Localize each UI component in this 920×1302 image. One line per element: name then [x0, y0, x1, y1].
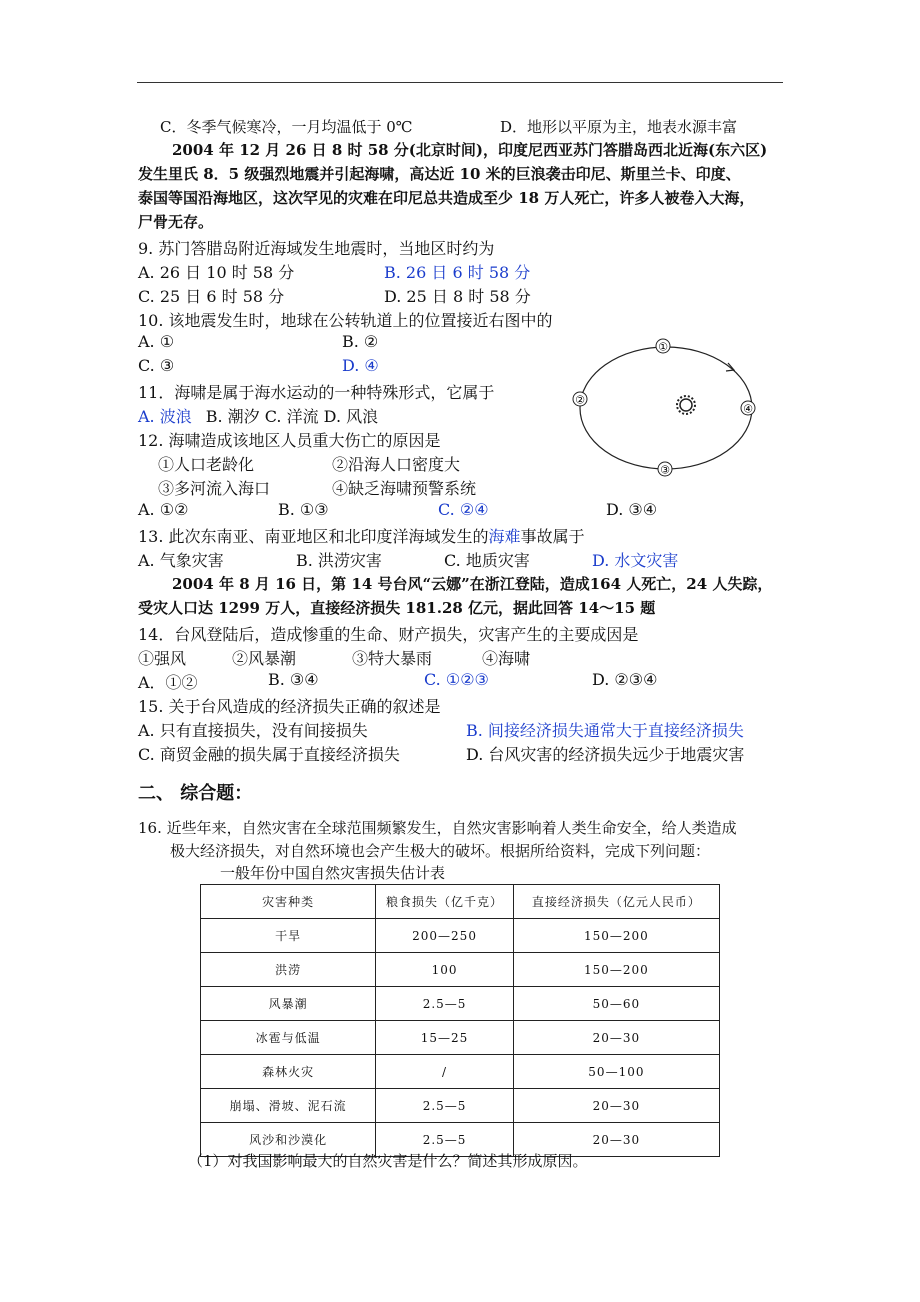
q12-item-3: ③多河流入海口 [158, 479, 271, 498]
q14-option-d: D. ②③④ [592, 670, 658, 689]
earth-orbit-diagram [570, 335, 770, 480]
table-cell: 50—60 [513, 987, 719, 1021]
table-cell: 20—30 [513, 1123, 719, 1157]
table-cell: 2.5—5 [376, 987, 513, 1021]
q13-stem-post: 事故属于 [520, 527, 585, 546]
q10-option-d: D. ④ [342, 356, 379, 375]
q12-option-c: C. ②④ [438, 500, 489, 519]
table-row [201, 1055, 720, 1089]
table-cell: 150—200 [513, 953, 719, 987]
q10-stem: 10. 该地震发生时，地球在公转轨道上的位置接近右图中的 [138, 311, 553, 330]
q16-intro-line: 极大经济损失，对自然环境也会产生极大的破坏。根据所给资料，完成下列问题： [170, 842, 711, 860]
table-cell: 15—25 [376, 1021, 513, 1055]
q14-option-a: A．①② [138, 673, 198, 692]
q9-option-d: D. 25 日 8 时 58 分 [384, 287, 531, 306]
table-cell: 冰雹与低温 [201, 1021, 376, 1055]
svg-text:③: ③ [660, 463, 670, 477]
passage1-line: 2004 年 12 月 26 日 8 时 58 分(北京时间)，印度尼西亚苏门答腊岛西北近海(东六区) [172, 141, 768, 159]
q14-stem: 14．台风登陆后，造成惨重的生命、财产损失，灾害产生的主要成因是 [138, 625, 639, 644]
q13-stem-pre: 13. 此次东南亚、南亚地区和北印度洋海域发生的 [138, 527, 489, 546]
table-header-row [201, 885, 720, 919]
table-cell: 2.5—5 [376, 1123, 513, 1157]
q12-stem: 12. 海啸造成该地区人员重大伤亡的原因是 [138, 431, 441, 450]
q9-option-c: C. 25 日 6 时 58 分 [138, 287, 285, 306]
q12-option-b: B. ①③ [278, 500, 329, 519]
table-row [201, 1021, 720, 1055]
table-cell: 20—30 [513, 1089, 719, 1123]
table-header-cell: 灾害种类 [201, 885, 376, 919]
passage2-line: 2004 年 8 月 16 日，第 14 号台风“云娜”在浙江登陆，造成164 人死亡，24 人失踪， [172, 575, 773, 593]
table-header-cell: 直接经济损失（亿元人民币） [513, 885, 719, 919]
q14-option-b: B. ③④ [268, 670, 319, 689]
q10-option-c: C. ③ [138, 356, 175, 375]
orbit-position-4 [741, 401, 755, 416]
passage1-line: 泰国等国沿海地区，这次罕见的灾难在印尼总共造成至少 18 万人死亡，许多人被卷入大海， [138, 189, 755, 207]
q15-option-a: A. 只有直接损失，没有间接损失 [138, 721, 368, 740]
q15-stem: 15. 关于台风造成的经济损失正确的叙述是 [138, 697, 441, 716]
table-cell: / [376, 1055, 513, 1089]
q16-intro-line: 16. 近些年来，自然灾害在全球范围频繁发生，自然灾害影响着人类生命安全，给人类造成 [138, 819, 737, 837]
q13-option-a: A. 气象灾害 [138, 551, 224, 570]
q15-option-b: B. 间接经济损失通常大于直接经济损失 [466, 721, 744, 740]
q11-option-rest: B. 潮汐 C. 洋流 D. 风浪 [205, 407, 379, 426]
table-cell: 风暴潮 [201, 987, 376, 1021]
disaster-loss-table [200, 884, 720, 1157]
table-cell: 2.5—5 [376, 1089, 513, 1123]
svg-text:①: ① [658, 340, 668, 354]
q9-option-b: B. 26 日 6 时 58 分 [384, 263, 531, 282]
passage1-line: 发生里氏 8．5 级强烈地震并引起海啸，高达近 10 米的巨浪袭击印尼、斯里兰卡、印度、 [138, 165, 741, 183]
q13-stem [138, 524, 585, 547]
svg-text:②: ② [575, 393, 585, 407]
table-cell: 150—200 [513, 919, 719, 953]
q11-options [138, 404, 378, 427]
passage1-line: 尸骨无存。 [138, 213, 214, 231]
table-cell: 干旱 [201, 919, 376, 953]
table-cell: 100 [376, 953, 513, 987]
q14-item-3: ③特大暴雨 [352, 649, 433, 668]
table-cell: 200—250 [376, 919, 513, 953]
svg-text:④: ④ [743, 402, 753, 416]
table-cell: 森林火灾 [201, 1055, 376, 1089]
q12-item-4: ④缺乏海啸预警系统 [332, 479, 477, 498]
q14-item-2: ②风暴潮 [232, 649, 297, 668]
q15-option-d: D. 台风灾害的经济损失远少于地震灾害 [466, 745, 745, 764]
table-row [201, 953, 720, 987]
q11-option-a: A. 波浪 [138, 407, 192, 426]
table-cell: 崩塌、滑坡、泥石流 [201, 1089, 376, 1123]
q12-item-1: ①人口老龄化 [158, 455, 255, 474]
section-heading: 二、 综合题： [138, 783, 253, 804]
q12-option-d: D. ③④ [606, 500, 658, 519]
q13-stem-highlight: 海难 [488, 527, 521, 546]
q12-option-a: A. ①② [138, 500, 189, 519]
passage2-line: 受灾人口达 1299 万人，直接经济损失 181.28 亿元，据此回答 14～15 题 [138, 599, 656, 617]
q13-option-b: B. 洪涝灾害 [296, 551, 382, 570]
q8-option-d: D．地形以平原为主，地表水源丰富 [500, 118, 738, 136]
q16-subquestion-1: （1）对我国影响最大的自然灾害是什么？简述其形成原因。 [188, 1152, 588, 1170]
orbit-ellipse [580, 347, 752, 469]
header-rule [137, 82, 783, 83]
table-row [201, 987, 720, 1021]
orbit-position-3 [658, 462, 672, 477]
table-cell: 风沙和沙漠化 [201, 1123, 376, 1157]
table-row [201, 1089, 720, 1123]
q11-stem: 11．海啸是属于海水运动的一种特殊形式，它属于 [138, 383, 495, 402]
q13-option-d: D. 水文灾害 [592, 551, 679, 570]
table-cell: 50—100 [513, 1055, 719, 1089]
q13-option-c: C. 地质灾害 [444, 551, 530, 570]
q14-option-c: C. ①②③ [424, 670, 489, 689]
table-cell: 20—30 [513, 1021, 719, 1055]
q14-item-1: ①强风 [138, 649, 187, 668]
sun-icon [677, 396, 695, 414]
table-header-cell: 粮食损失（亿千克） [376, 885, 513, 919]
table-title: 一般年份中国自然灾害损失估计表 [220, 864, 446, 882]
q9-option-a: A. 26 日 10 时 58 分 [138, 263, 295, 282]
table-cell: 洪涝 [201, 953, 376, 987]
table-row [201, 919, 720, 953]
q10-option-a: A. ① [138, 332, 175, 351]
orbit-position-2 [573, 392, 587, 407]
q9-stem: 9. 苏门答腊岛附近海域发生地震时，当地区时约为 [138, 239, 495, 258]
q14-item-4: ④海啸 [482, 649, 531, 668]
q8-option-c: C．冬季气候寒冷，一月均温低于 0℃ [160, 118, 413, 136]
q12-item-2: ②沿海人口密度大 [332, 455, 461, 474]
q15-option-c: C. 商贸金融的损失属于直接经济损失 [138, 745, 400, 764]
orbit-position-1 [656, 339, 670, 354]
q10-option-b: B. ② [342, 332, 379, 351]
